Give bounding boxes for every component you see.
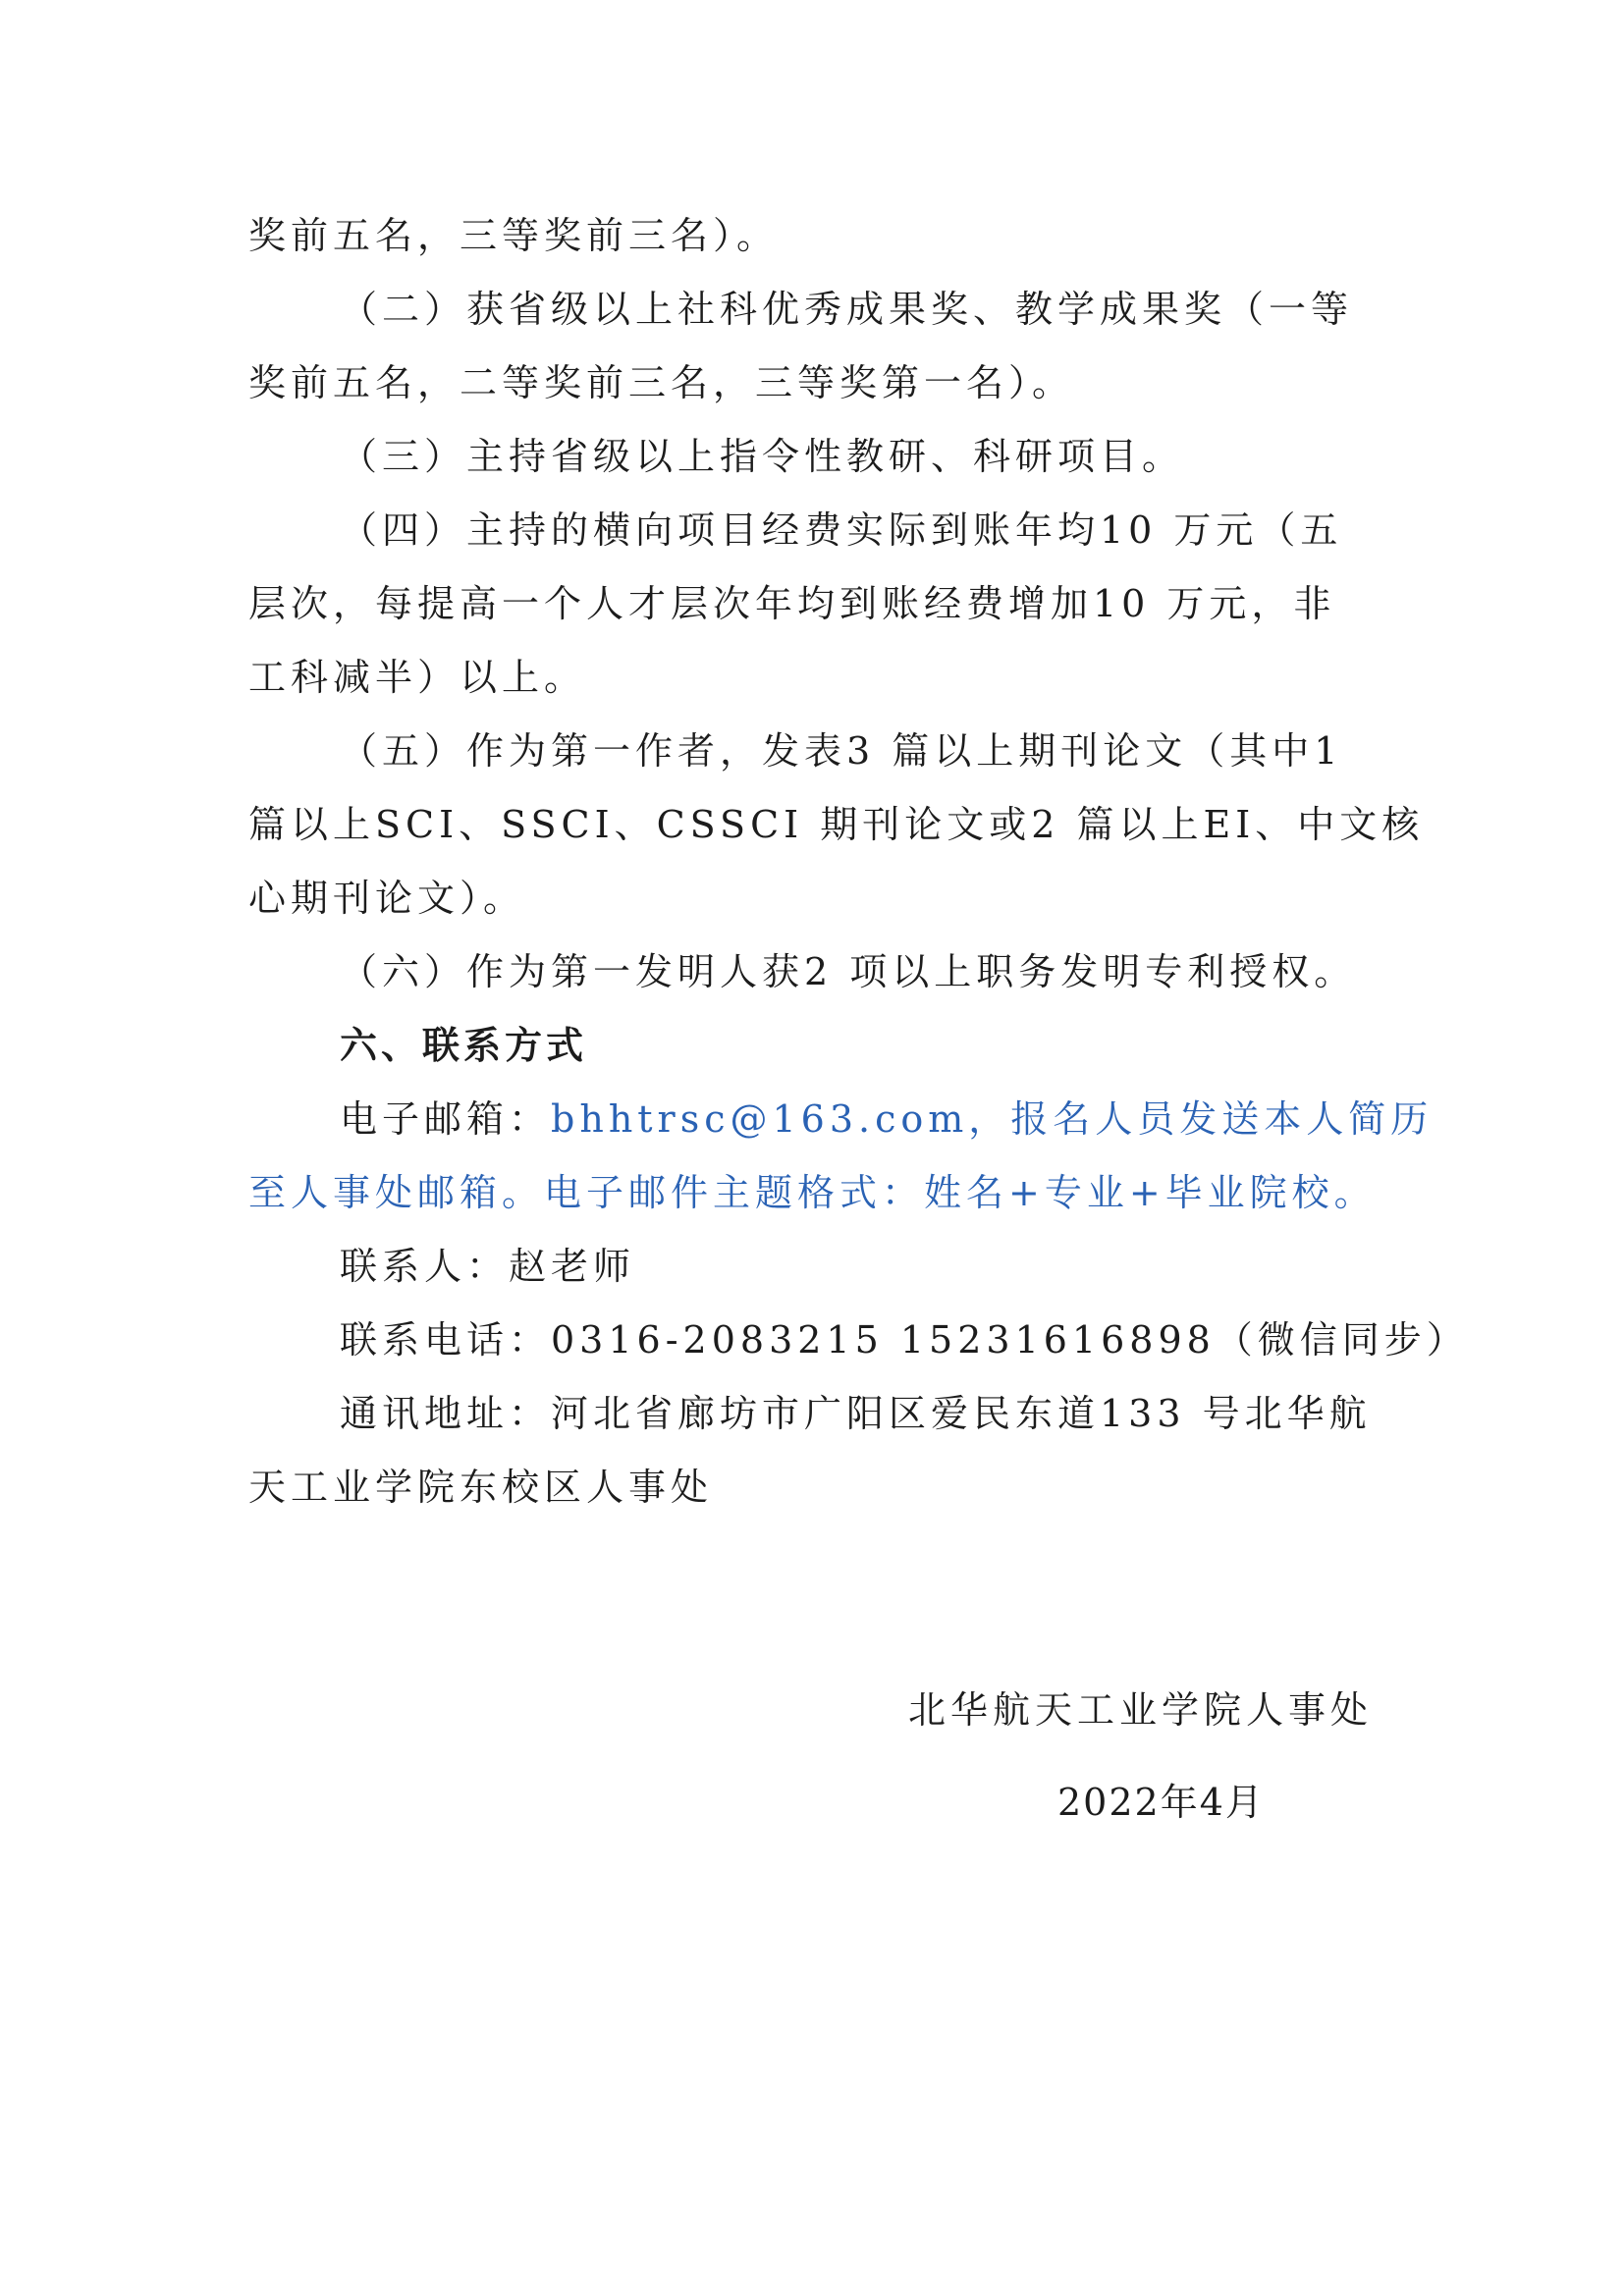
signature-date: 2022年4月 bbox=[1057, 1781, 1265, 1824]
body-line-3: 奖前五名，二等奖前三名，三等奖第一名）。 bbox=[248, 361, 1075, 404]
body-line-9: 篇以上SCI、SSCI、CSSCI 期刊论文或2 篇以上EI、中文核 bbox=[248, 803, 1425, 846]
body-line-8: （五）作为第一作者，发表3 篇以上期刊论文（其中1 bbox=[340, 729, 1343, 773]
email-link[interactable]: bhhtrsc@163.com，报名人员发送本人简历 bbox=[551, 1097, 1434, 1141]
body-line-5: （四）主持的横向项目经费实际到账年均10 万元（五 bbox=[340, 508, 1343, 552]
body-line-11: （六）作为第一发明人获2 项以上职务发明专利授权。 bbox=[340, 950, 1357, 993]
email-line-1 bbox=[340, 1095, 1433, 1143]
body-line-6: 层次，每提高一个人才层次年均到账经费增加10 万元，非 bbox=[248, 582, 1336, 625]
section-heading-contact: 六、联系方式 bbox=[340, 1024, 588, 1067]
email-line-2: 至人事处邮箱。电子邮件主题格式：姓名+专业+毕业院校。 bbox=[248, 1171, 1377, 1214]
address-line-2: 天工业学院东校区人事处 bbox=[248, 1466, 714, 1509]
email-label: 电子邮箱： bbox=[340, 1097, 552, 1141]
contact-person: 联系人：赵老师 bbox=[340, 1245, 636, 1288]
body-line-4: （三）主持省级以上指令性教研、科研项目。 bbox=[340, 435, 1185, 478]
body-line-10: 心期刊论文）。 bbox=[248, 877, 526, 920]
body-line-1: 奖前五名，三等奖前三名）。 bbox=[248, 214, 780, 257]
contact-phone: 联系电话：0316-2083215 15231616898（微信同步） bbox=[340, 1318, 1469, 1362]
address-line-1: 通讯地址：河北省廊坊市广阳区爱民东道133 号北华航 bbox=[340, 1392, 1372, 1435]
body-line-7: 工科减半）以上。 bbox=[248, 656, 587, 699]
body-line-2: （二）获省级以上社科优秀成果奖、教学成果奖（一等 bbox=[340, 288, 1354, 331]
signature-organization: 北华航天工业学院人事处 bbox=[908, 1688, 1374, 1732]
